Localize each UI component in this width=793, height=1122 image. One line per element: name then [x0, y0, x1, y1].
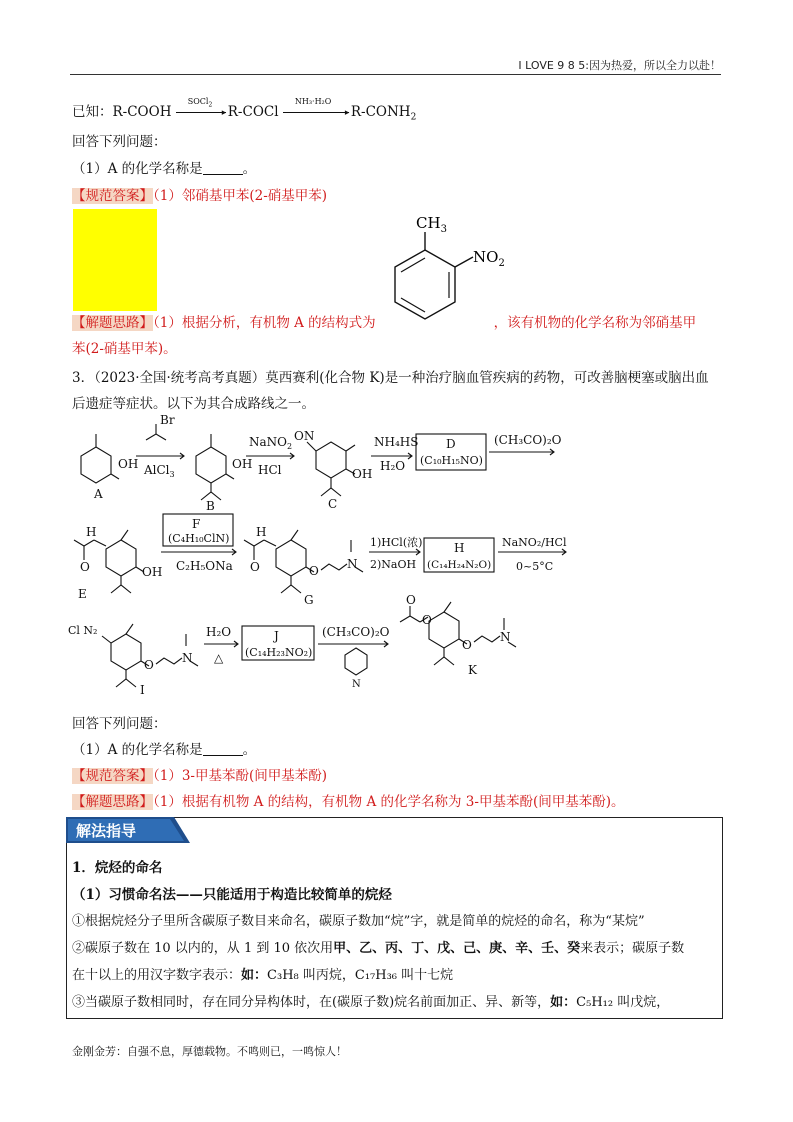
q3-answer: 【规范答案】（1）3-甲基苯酚(间甲基苯酚): [72, 768, 328, 784]
oh-a: OH: [118, 457, 139, 471]
answer-blank-3: [203, 743, 243, 756]
q1-reason-cont: 苯(2-硝基甲苯)。: [72, 341, 177, 357]
cl-n2: Cl N₂: [68, 624, 98, 637]
label-g: G: [304, 593, 314, 607]
ch3-label: $CH_3$: [416, 214, 447, 235]
ac2o-2: (CH₃CO)₂O: [322, 625, 390, 639]
oh-c: OH: [352, 467, 373, 481]
f-formula: (C₄H₁₀ClN): [168, 532, 230, 545]
page-header: I LOVE 9 8 5:因为热爱，所以全力以赴！: [518, 59, 721, 72]
answer-blank: [203, 162, 243, 175]
d-name: D: [446, 437, 456, 451]
synthesis-route: [66, 412, 726, 712]
o-e: O: [80, 560, 90, 574]
o-g: O: [250, 560, 260, 574]
highlight-block: [73, 209, 157, 311]
page-footer: 金刚金芳：自强不息，厚德载物。不鸣则已，一鸣惊人！: [72, 1045, 347, 1058]
nano2: NaNO: [249, 435, 287, 449]
o-ether-g: O: [309, 564, 319, 578]
n-k: N: [500, 630, 511, 644]
header-rule: [70, 74, 721, 75]
known-reaction: 已知：R-COOH SOCl$_2$ ▸ R-COCl NH₃·H₂O ▸ $R-CONH_2$: [72, 97, 417, 123]
oh-b: OH: [232, 457, 253, 471]
n-g: N: [347, 557, 358, 571]
delta: △: [214, 651, 224, 665]
q1-reason: 【解题思路】（1）根据分析，有机物 A 的结构式为 ，该有机物的化学名称为邻硝基甲: [72, 315, 697, 331]
q3-stem-2: 后遗症等症状。以下为其合成路线之一。: [72, 396, 315, 412]
q3-reason: 【解题思路】（1）根据有机物 A 的结构，有机物 A 的化学名称为 3-甲基苯酚(间甲基苯酚)。: [72, 794, 625, 810]
on-label: ON: [294, 429, 315, 443]
oh-e: OH: [142, 565, 163, 579]
guide-p2: ②碳原子数在 10 以内的，从 1 到 10 依次用甲、乙、丙、丁、戊、己、庚、辛、壬、癸来表示；碳原子数: [72, 941, 685, 956]
h2o: H₂O: [380, 459, 406, 473]
label-c: C: [328, 497, 338, 511]
label-e: E: [78, 587, 87, 601]
h-formula: (C₁₄H₂₄N₂O): [427, 559, 492, 571]
q3-question: （1）A 的化学名称是 。: [72, 742, 257, 758]
j-name: J: [274, 629, 279, 643]
o-k-ester: O: [422, 613, 432, 627]
nitrotoluene-structure: [385, 210, 515, 320]
j-formula: (C₁₄H₂₃NO₂): [245, 646, 313, 659]
svg-text:AlCl3: AlCl$_3$: [144, 463, 175, 479]
h-e: H: [86, 525, 97, 539]
q1-answer: 【规范答案】（1）邻硝基甲苯(2-硝基甲苯): [72, 188, 328, 204]
reactant-2: R-COCl: [227, 104, 279, 120]
arrow-nh3: NH₃·H₂O ▸: [283, 106, 351, 116]
nano2-hcl: NaNO₂/HCl: [502, 536, 567, 549]
q3-stem-1: 3．（2023·全国·统考高考真题）莫西赛利(化合物 K)是一种治疗脑血管疾病的药物，可改善脑梗塞或脑出血: [72, 370, 709, 386]
f-name: F: [192, 517, 201, 531]
step2: 2)NaOH: [370, 558, 417, 571]
o-k-carbonyl: O: [406, 593, 416, 607]
svg-text:NaNO2: NaNO$_2$: [249, 435, 293, 451]
d-formula: (C₁₀H₁₅NO): [420, 454, 483, 467]
guide-p4: ③当碳原子数相同时，存在同分异构体时，在(碳原子数)烷名前面加正、异、新等，如：C₅H₁₂ 叫戊烷，: [72, 995, 670, 1010]
label-a: A: [94, 487, 103, 501]
guide-p3: 在十以上的用汉字数字表示：如：C₃H₈ 叫丙烷，C₁₇H₃₆ 叫十七烷: [72, 968, 454, 983]
h-name: H: [454, 541, 465, 555]
label-k: K: [468, 663, 477, 677]
nh4hs: NH₄HS: [374, 435, 419, 449]
guide-p1: ①根据烷烃分子里所含碳原子数目来命名，碳原子数加“烷”字，就是简单的烷烃的命名，称为“某烷”: [72, 914, 645, 929]
q1-intro: 回答下列问题：: [72, 134, 167, 150]
pyridine-n: N: [352, 679, 361, 690]
ac2o-1: (CH₃CO)₂O: [494, 433, 562, 447]
step1: 1)HCl(浓): [370, 536, 423, 549]
br-label: Br: [160, 413, 175, 427]
reactant-1: R-COOH: [112, 104, 172, 120]
temp: 0~5°C: [516, 560, 554, 573]
q3-intro: 回答下列问题：: [72, 716, 167, 732]
alcl3: AlCl: [144, 463, 170, 477]
o-k-ether: O: [462, 638, 472, 652]
guide-banner: [66, 817, 190, 843]
product: R-CONH: [350, 104, 411, 120]
guide-banner-text: 解法指导: [76, 822, 137, 840]
h2o-j: H₂O: [206, 625, 232, 639]
guide-subtitle: （1）习惯命名法——只能适用于构造比较简单的烷烃: [72, 887, 392, 903]
n-i: N: [182, 651, 193, 665]
label-i: I: [140, 683, 145, 697]
known-prefix: 已知：: [72, 104, 113, 120]
no2-label: $NO_2$: [473, 248, 505, 269]
arrow-socl2: SOCl$_2$ ▸: [176, 106, 228, 116]
hcl: HCl: [258, 463, 282, 477]
c2h5ona: C₂H₅ONa: [176, 559, 233, 573]
guide-title: 1．烷烃的命名: [72, 860, 163, 876]
label-b: B: [206, 499, 215, 513]
q1-question: （1）A 的化学名称是 。: [72, 161, 257, 177]
h-g: H: [256, 525, 267, 539]
o-i: O: [144, 658, 154, 672]
